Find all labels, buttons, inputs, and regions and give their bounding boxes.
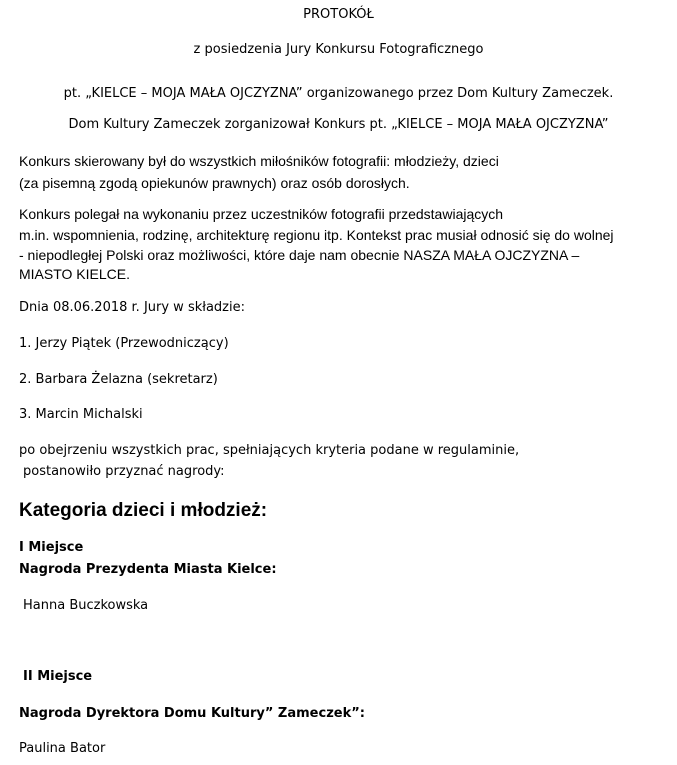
- prize-award: Nagroda Prezydenta Miasta Kielce:: [19, 562, 277, 577]
- jury-member: 1. Jerzy Piątek (Przewodniczący): [19, 336, 229, 351]
- description-line-3: - niepodległej Polski oraz możliwości, które daje nam obecnie NASZA MAŁA OJCZYZNA –: [19, 247, 580, 263]
- intro-line-2: (za pisemną zgodą opiekunów prawnych) oraz osób dorosłych.: [19, 175, 410, 191]
- prize-award: Nagroda Dyrektora Domu Kultury” Zameczek”:: [19, 706, 365, 721]
- jury-member: 2. Barbara Żelazna (sekretarz): [19, 372, 218, 387]
- prize-place: I Miejsce: [19, 540, 84, 555]
- contest-line: pt. „KIELCE – MOJA MAŁA OJCZYZNA” organizowanego przez Dom Kultury Zameczek.: [63, 86, 614, 101]
- prize-place: II Miejsce: [23, 669, 93, 684]
- date-line: Dnia 08.06.2018 r. Jury w składzie:: [19, 300, 245, 315]
- prize-winner: Paulina Bator: [19, 741, 106, 756]
- description-line-4: MIASTO KIELCE.: [19, 266, 130, 282]
- decision-line-1: po obejrzeniu wszystkich prac, spełniających kryteria podane w regulaminie,: [19, 443, 520, 458]
- intro-line-1: Konkurs skierowany był do wszystkich miłośników fotografii: młodzieży, dzieci: [19, 153, 499, 169]
- description-line-1: Konkurs polegał na wykonaniu przez uczestników fotografii przedstawiających: [19, 206, 504, 222]
- document-title: PROTOKÓŁ: [303, 7, 374, 22]
- decision-line-2: postanowiło przyznać nagrody:: [23, 464, 225, 479]
- category-heading: Kategoria dzieci i młodzież:: [19, 500, 268, 521]
- prize-winner: Hanna Buczkowska: [23, 598, 149, 613]
- document-subtitle: z posiedzenia Jury Konkursu Fotograficznego: [193, 42, 484, 57]
- organizer-line: Dom Kultury Zameczek zorganizował Konkurs pt. „KIELCE – MOJA MAŁA OJCZYZNA”: [68, 117, 609, 132]
- jury-member: 3. Marcin Michalski: [19, 407, 143, 422]
- description-line-2: m.in. wspomnienia, rodzinę, architekturę regionu itp. Kontekst prac musiał odnosić się do wolnej: [19, 227, 614, 243]
